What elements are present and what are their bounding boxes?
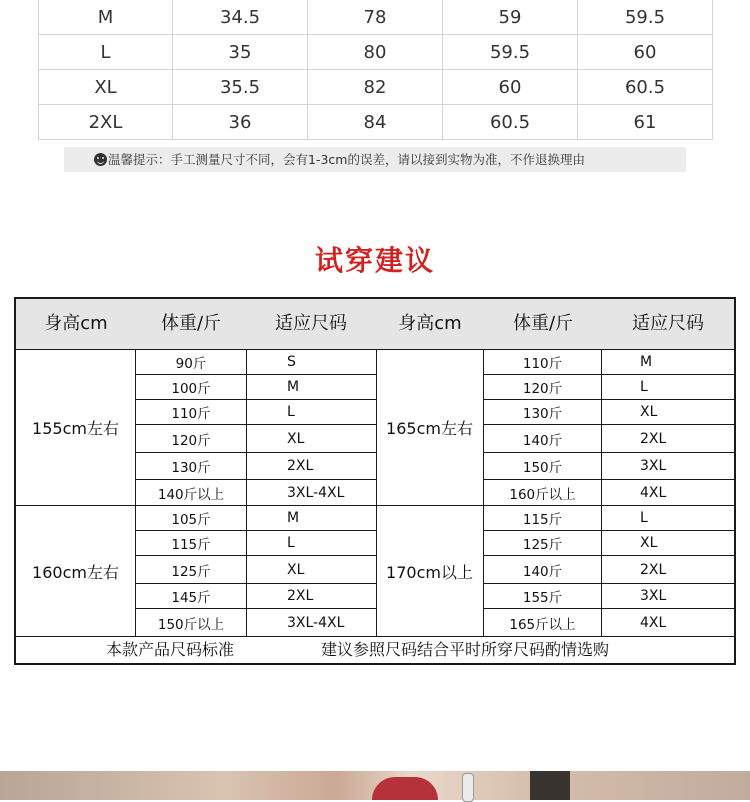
table-row xyxy=(39,0,713,35)
photo-earring xyxy=(462,773,474,802)
table-row xyxy=(136,350,376,375)
size-cell: 3XL-4XL xyxy=(287,484,345,501)
height-group xyxy=(16,506,376,636)
size-cell: 3XL xyxy=(640,458,667,474)
size-cell: M xyxy=(287,379,300,395)
table-footer xyxy=(16,636,734,663)
size-cell: L xyxy=(287,535,295,551)
table-cell: 60 xyxy=(578,35,713,70)
size-cell: XL xyxy=(640,535,658,551)
weight-cell: 140斤 xyxy=(484,556,602,583)
height-cell: 155cm左右 xyxy=(16,350,136,505)
weight-cell: 110斤 xyxy=(136,400,247,424)
section-title: 试穿建议 xyxy=(314,244,435,277)
height-group xyxy=(16,350,376,505)
fit-recommendation-table xyxy=(14,297,736,665)
height-cell: 170cm以上 xyxy=(376,506,484,636)
table-row xyxy=(136,556,376,584)
table-cell: 36 xyxy=(173,105,308,140)
header-weight: 体重/斤 xyxy=(512,313,574,334)
table-row xyxy=(484,531,734,556)
height-group xyxy=(376,506,734,636)
size-table xyxy=(38,0,713,140)
table-cell: 84 xyxy=(308,105,443,140)
size-cell: M xyxy=(640,354,653,370)
table-row xyxy=(484,453,734,480)
size-cell: XL xyxy=(287,561,305,578)
weight-cell: 90斤 xyxy=(136,350,247,374)
size-cell: 4XL xyxy=(640,614,667,631)
footer-left: 本款产品尺码标准 xyxy=(106,640,235,659)
photo-hair xyxy=(530,771,570,800)
model-photo xyxy=(0,771,750,800)
size-cell: 2XL xyxy=(287,458,314,474)
size-notice xyxy=(64,147,686,172)
weight-cell: 125斤 xyxy=(484,531,602,555)
table-row xyxy=(136,531,376,556)
size-cell: 2XL xyxy=(287,588,314,604)
size-cell: L xyxy=(640,379,648,395)
size-cell: S xyxy=(287,354,296,370)
table-cell: 60.5 xyxy=(578,70,713,105)
table-row xyxy=(39,105,713,140)
weight-cell: 150斤以上 xyxy=(136,609,247,636)
table-row xyxy=(39,70,713,105)
header-size: 适应尺码 xyxy=(275,313,347,334)
weight-cell: 115斤 xyxy=(136,531,247,555)
header-size: 适应尺码 xyxy=(632,313,704,334)
table-row xyxy=(136,506,376,531)
table-cell: 59.5 xyxy=(578,0,713,35)
table-cell: 60 xyxy=(443,70,578,105)
table-cell: 34.5 xyxy=(173,0,308,35)
size-cell: 2XL xyxy=(640,561,667,578)
weight-cell: 130斤 xyxy=(136,453,247,479)
footer-right: 建议参照尺码结合平时所穿尺码酌情选购 xyxy=(321,640,610,659)
weight-cell: 115斤 xyxy=(484,506,602,530)
smiley-icon xyxy=(94,153,107,166)
table-row xyxy=(136,453,376,480)
table-cell: 2XL xyxy=(39,105,173,140)
weight-cell: 150斤 xyxy=(484,453,602,479)
table-row xyxy=(484,609,734,636)
table-row xyxy=(484,480,734,505)
weight-cell: 155斤 xyxy=(484,584,602,608)
weight-cell: 110斤 xyxy=(484,350,602,374)
weight-cell: 120斤 xyxy=(136,425,247,452)
table-cell: 80 xyxy=(308,35,443,70)
table-cell: 59.5 xyxy=(443,35,578,70)
table-row xyxy=(136,480,376,505)
table-row xyxy=(484,400,734,425)
divider xyxy=(376,349,377,636)
height-cell: 165cm左右 xyxy=(376,350,484,505)
table-row xyxy=(484,375,734,400)
weight-cell: 125斤 xyxy=(136,556,247,583)
weight-cell: 100斤 xyxy=(136,375,247,399)
table-row xyxy=(39,35,713,70)
size-cell: M xyxy=(287,510,300,526)
weight-cell: 120斤 xyxy=(484,375,602,399)
weight-cell: 145斤 xyxy=(136,584,247,608)
weight-cell: 140斤以上 xyxy=(136,480,247,505)
height-cell: 160cm左右 xyxy=(16,506,136,636)
notice-text: 温馨提示：手工测量尺寸不同，会有1-3cm的误差，请以接到实物为准，不作退换理由 xyxy=(108,152,585,167)
size-cell: 2XL xyxy=(640,430,667,447)
table-cell: L xyxy=(39,35,173,70)
size-cell: L xyxy=(287,404,295,420)
table-cell: 78 xyxy=(308,0,443,35)
header-height: 身高cm xyxy=(44,313,108,334)
table-row xyxy=(484,556,734,584)
table-row xyxy=(136,400,376,425)
weight-cell: 165斤以上 xyxy=(484,609,602,636)
table-header xyxy=(16,299,734,350)
table-row xyxy=(484,350,734,375)
size-cell: L xyxy=(640,510,648,526)
header-weight: 体重/斤 xyxy=(160,313,222,334)
table-row xyxy=(484,506,734,531)
table-row xyxy=(484,425,734,453)
table-cell: 35.5 xyxy=(173,70,308,105)
header-height: 身高cm xyxy=(398,313,462,334)
size-cell: XL xyxy=(287,430,305,447)
size-cell: 4XL xyxy=(640,484,667,501)
table-row xyxy=(136,609,376,636)
height-group xyxy=(376,350,734,505)
size-cell: 3XL-4XL xyxy=(287,614,345,631)
table-row xyxy=(136,584,376,609)
photo-lips xyxy=(372,777,438,800)
table-cell: 61 xyxy=(578,105,713,140)
table-cell: 35 xyxy=(173,35,308,70)
table-cell: 59 xyxy=(443,0,578,35)
weight-cell: 105斤 xyxy=(136,506,247,530)
table-cell: 82 xyxy=(308,70,443,105)
size-cell: 3XL xyxy=(640,588,667,604)
table-row xyxy=(136,425,376,453)
table-cell: 60.5 xyxy=(443,105,578,140)
table-cell: XL xyxy=(39,70,173,105)
weight-cell: 160斤以上 xyxy=(484,480,602,505)
table-row xyxy=(484,584,734,609)
table-cell: M xyxy=(39,0,173,35)
table-row xyxy=(136,375,376,400)
size-cell: XL xyxy=(640,404,658,420)
weight-cell: 130斤 xyxy=(484,400,602,424)
weight-cell: 140斤 xyxy=(484,425,602,452)
